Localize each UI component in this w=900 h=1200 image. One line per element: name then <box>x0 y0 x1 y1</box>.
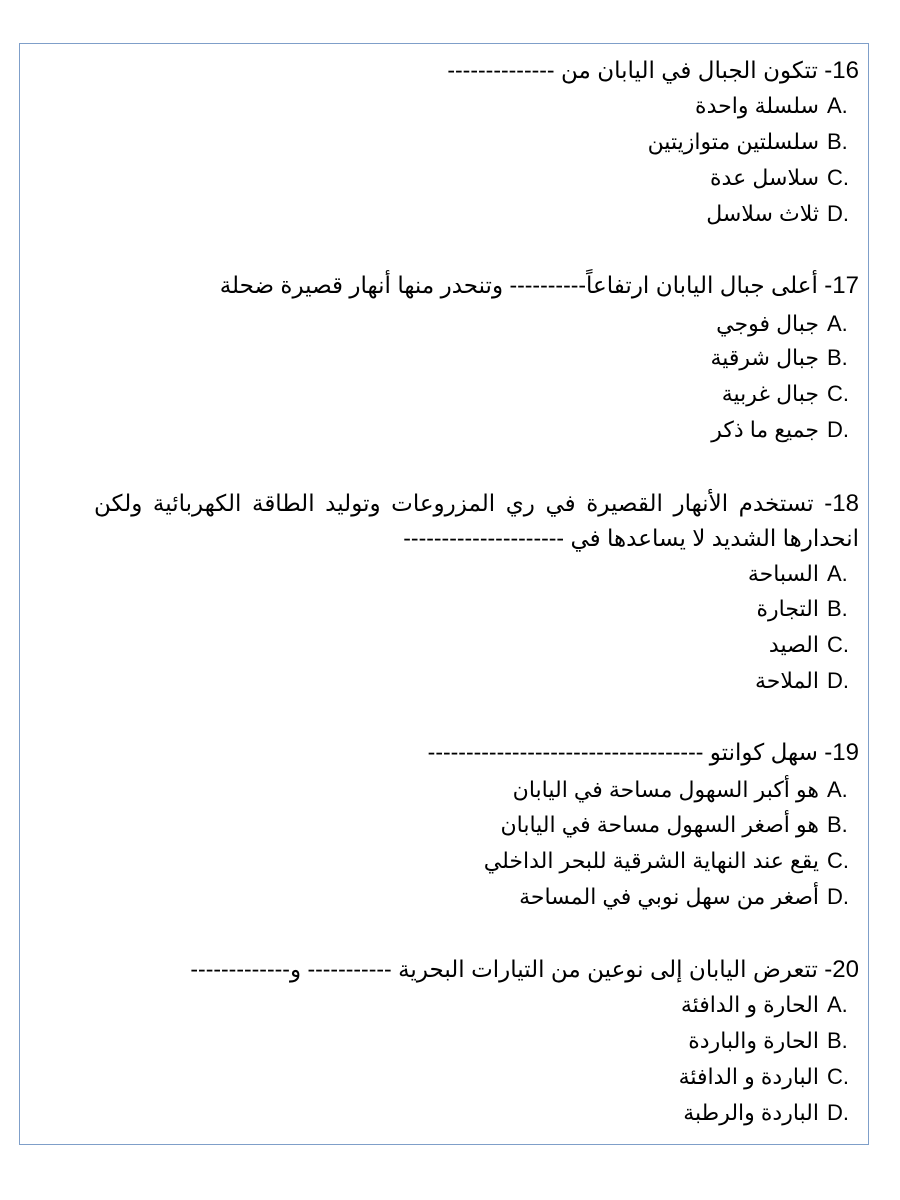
option-letter: D. <box>827 884 849 909</box>
option-20-d[interactable] <box>683 1098 859 1128</box>
option-text: الباردة والرطبة <box>683 1100 819 1125</box>
option-text: جبال فوجي <box>716 311 819 336</box>
option-letter: B. <box>827 345 848 370</box>
question-text: أعلى جبال اليابان ارتفاعاً---------- وتنحدر منها أنهار قصيرة ضحلة <box>219 272 818 298</box>
option-17-d[interactable] <box>711 415 859 445</box>
option-19-c[interactable] <box>484 846 859 876</box>
option-letter: B. <box>827 596 848 621</box>
option-text: أصغر من سهل نوبي في المساحة <box>519 884 819 909</box>
question-number: 19- <box>824 739 859 766</box>
option-text: يقع عند النهاية الشرقية للبحر الداخلي <box>483 848 819 873</box>
question-18 <box>94 486 859 555</box>
option-16-c[interactable] <box>710 163 859 193</box>
option-letter: B. <box>827 1028 848 1053</box>
option-18-b[interactable] <box>756 594 859 624</box>
option-text: سلسلتين متوازيتين <box>647 129 819 154</box>
option-letter: A. <box>827 777 848 802</box>
option-letter: C. <box>827 848 849 873</box>
option-text: الحارة والباردة <box>688 1028 819 1053</box>
option-16-a[interactable] <box>695 91 859 121</box>
option-letter: B. <box>827 129 848 154</box>
question-number: 17- <box>824 272 859 299</box>
question-text: تتكون الجبال في اليابان من -------------- <box>447 57 818 83</box>
option-16-b[interactable] <box>648 127 859 157</box>
option-18-d[interactable] <box>755 666 859 696</box>
question-text: سهل كوانتو ------------------------------------ <box>427 739 818 765</box>
option-20-b[interactable] <box>688 1026 859 1056</box>
option-text: الصيد <box>768 632 819 657</box>
option-text: الحارة و الدافئة <box>680 992 819 1017</box>
option-text: التجارة <box>756 596 819 621</box>
option-text: سلاسل عدة <box>710 165 819 190</box>
option-20-c[interactable] <box>679 1062 859 1092</box>
option-text: جميع ما ذكر <box>711 417 819 442</box>
option-text: هو أصغر السهول مساحة في اليابان <box>500 812 819 837</box>
option-19-d[interactable] <box>519 882 859 912</box>
option-letter: D. <box>827 1100 849 1125</box>
option-19-b[interactable] <box>500 810 859 840</box>
option-letter: A. <box>827 561 848 586</box>
question-19 <box>428 737 859 768</box>
option-20-a[interactable] <box>681 990 859 1020</box>
option-17-b[interactable] <box>710 343 859 373</box>
question-text: تتعرض اليابان إلى نوعين من التيارات البحرية ----------- و------------- <box>190 956 818 982</box>
option-text: ثلاث سلاسل <box>706 201 819 226</box>
question-20 <box>190 954 859 985</box>
question-number: 18- <box>824 490 859 517</box>
option-17-a[interactable] <box>716 309 859 339</box>
option-letter: A. <box>827 992 848 1017</box>
question-number: 20- <box>824 956 859 983</box>
option-17-c[interactable] <box>722 379 859 409</box>
option-letter: A. <box>827 93 848 118</box>
option-letter: B. <box>827 812 848 837</box>
option-text: الملاحة <box>754 668 819 693</box>
option-letter: C. <box>827 632 849 657</box>
option-16-d[interactable] <box>706 199 859 229</box>
option-letter: C. <box>827 165 849 190</box>
option-letter: D. <box>827 201 849 226</box>
option-text: الباردة و الدافئة <box>678 1064 819 1089</box>
option-text: هو أكبر السهول مساحة في اليابان <box>512 777 819 802</box>
option-text: جبال غربية <box>721 381 819 406</box>
question-16 <box>447 55 859 86</box>
option-18-a[interactable] <box>748 559 859 589</box>
question-text: تستخدم الأنهار القصيرة في ري المزروعات وتوليد الطاقة الكهربائية ولكن انحدارها الشديد لا يساعدها في --------------------- <box>94 490 859 551</box>
option-text: جبال شرقية <box>710 345 819 370</box>
question-number: 16- <box>824 57 859 84</box>
option-text: السباحة <box>747 561 819 586</box>
option-letter: A. <box>827 311 848 336</box>
option-letter: D. <box>827 668 849 693</box>
option-19-a[interactable] <box>513 775 859 805</box>
option-text: سلسلة واحدة <box>695 93 819 118</box>
option-18-c[interactable] <box>769 630 859 660</box>
option-letter: C. <box>827 1064 849 1089</box>
question-17 <box>220 270 859 301</box>
option-letter: C. <box>827 381 849 406</box>
option-letter: D. <box>827 417 849 442</box>
